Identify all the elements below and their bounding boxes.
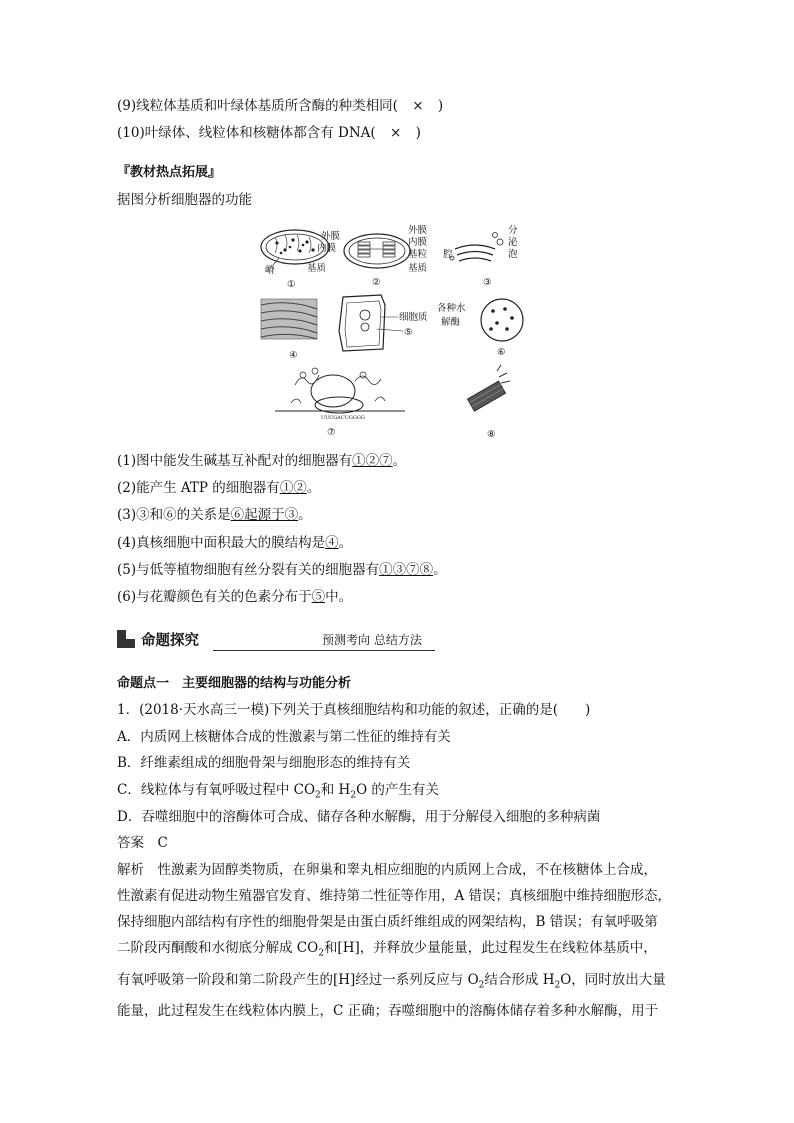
answer-5: ①③⑦⑧ bbox=[379, 562, 434, 578]
banner-square-icon bbox=[117, 630, 135, 648]
q1-option-a: A．内质网上核糖体合成的性激素与第二性征的维持有关 bbox=[117, 729, 451, 745]
question-1: (1)图中能发生碱基互补配对的细胞器有①②⑦。 bbox=[117, 453, 407, 469]
question-2: (2)能产生 ATP 的细胞器有①②。 bbox=[117, 480, 321, 496]
vacuole-cell-drawing bbox=[339, 295, 428, 351]
question-5: (5)与低等植物细胞有丝分裂有关的细胞器有①③⑦⑧。 bbox=[117, 562, 447, 578]
label-ji-zhi-2: 基质 bbox=[408, 263, 428, 274]
analysis-line-6: 能量，此过程发生在线粒体内膜上，C 正确；吞噬细胞中的溶酶体储存着多种水解酶，用于 bbox=[117, 1003, 659, 1020]
analysis-line-1: 解析 性激素为固醇类物质，在卵巢和睾丸相应细胞的内质网上合成，不在核糖体上合成， bbox=[117, 862, 657, 878]
analysis-line-5: 有氧呼吸第一阶段和第二阶段产生的[H]经过一系列反应与 $O_2$结合形成 $H_2O$，同时放出大量 bbox=[117, 971, 666, 991]
banner-title: 命题探究 bbox=[141, 633, 199, 649]
question-6: (6)与花瓣颜色有关的色素分布于⑤中。 bbox=[117, 589, 353, 605]
label-wai-mo-2: 外膜 bbox=[408, 225, 428, 236]
lysosome-drawing bbox=[437, 299, 523, 358]
item-9: (9)线粒体基质和叶绿体基质所含酶的种类相同( × ) bbox=[117, 98, 444, 114]
label-fen: 分 bbox=[508, 225, 518, 236]
num-5: ⑤ bbox=[404, 327, 413, 338]
num-4: ④ bbox=[289, 350, 298, 361]
cross-mark: × bbox=[412, 98, 424, 114]
q1-option-c: C．线粒体与有氧呼吸过程中 $CO_2$和 $H_2O$ 的产生有关 bbox=[117, 782, 439, 801]
num-7: ⑦ bbox=[327, 427, 336, 438]
num-8: ⑧ bbox=[487, 429, 496, 440]
num-2: ② bbox=[372, 277, 381, 288]
analysis-block bbox=[117, 857, 682, 1024]
banner-subtitle: 预测考向 总结方法 bbox=[322, 633, 422, 647]
label-wai-mo: 外膜 bbox=[321, 231, 341, 242]
label-jiemei: 解酶 bbox=[441, 317, 461, 328]
cross-mark: × bbox=[390, 125, 402, 141]
organelle-figure bbox=[255, 225, 530, 445]
analysis-line-2: 性激素有促进动物生殖器官发育、维持第二性征等作用，A 错误；真核细胞中维持细胞形态， bbox=[117, 888, 672, 904]
golgi-drawing bbox=[443, 225, 518, 288]
topic-heading: 命题点一 主要细胞器的结构与功能分析 bbox=[117, 676, 352, 691]
label-mi: 泌 bbox=[508, 237, 518, 248]
label-geshui: 各种水 bbox=[437, 303, 466, 314]
num-6: ⑥ bbox=[497, 347, 506, 358]
answer-4: ④ bbox=[325, 535, 339, 551]
answer-6: ⑤ bbox=[311, 589, 326, 605]
answer-3: ⑥起源于③ bbox=[230, 507, 299, 523]
section-banner bbox=[117, 628, 435, 654]
centriole-drawing bbox=[467, 365, 510, 440]
num-1: ① bbox=[287, 279, 296, 290]
ribosome-drawing bbox=[275, 368, 405, 438]
question-3: (3)③和⑥的关系是⑥起源于③。 bbox=[117, 507, 312, 523]
chloroplast-drawing bbox=[344, 225, 428, 288]
label-pao: 泡 bbox=[508, 249, 518, 260]
banner-rule bbox=[213, 650, 435, 651]
intro-text: 据图分析细胞器的功能 bbox=[117, 192, 252, 208]
label-nei-mo: 内膜 bbox=[317, 243, 337, 254]
analysis-line-4: 二阶段丙酮酸和水彻底分解成 $CO_2$和[H]，并释放少量能量，此过程发生在线粒体基质中， bbox=[117, 940, 657, 959]
item-10: (10)叶绿体、线粒体和核糖体都含有 DNA( × ) bbox=[117, 125, 421, 141]
q1-option-d: D．吞噬细胞中的溶酶体可合成、储存各种水解酶，用于分解侵入细胞的多种病菌 bbox=[117, 809, 601, 825]
section-heading: 『教材热点拓展』 bbox=[117, 165, 222, 180]
mitochondrion-drawing bbox=[261, 230, 341, 290]
answer-1: ①②⑦ bbox=[352, 453, 393, 469]
q1-option-b: B．纤维素组成的细胞骨架与细胞形态的维持有关 bbox=[117, 755, 411, 771]
seq-text: UUCGACUGGGG bbox=[321, 415, 365, 421]
label-ji-li: 基粒 bbox=[408, 249, 428, 260]
label-nei-mo-2: 内膜 bbox=[408, 237, 428, 248]
analysis-line-3: 保持细胞内部结构有序性的细胞骨架是由蛋白质纤维组成的网架结构，B 错误；有氧呼吸第 bbox=[117, 914, 658, 930]
answer-2: ①② bbox=[279, 480, 307, 496]
num-3: ③ bbox=[483, 277, 492, 288]
label-xibaozhi: 细胞质 bbox=[399, 312, 428, 323]
label-ji-zhi: 基质 bbox=[307, 263, 327, 274]
q1-stem: 1．(2018·天水高三一模)下列关于真核细胞结构和功能的叙述，正确的是( ) bbox=[117, 702, 591, 718]
er-drawing bbox=[261, 299, 317, 361]
label-ji: 嵴 bbox=[265, 265, 275, 276]
question-4: (4)真核细胞中面积最大的膜结构是④。 bbox=[117, 535, 353, 551]
label-qiang: 腔 bbox=[443, 249, 453, 260]
q1-answer: 答案 C bbox=[117, 835, 168, 851]
